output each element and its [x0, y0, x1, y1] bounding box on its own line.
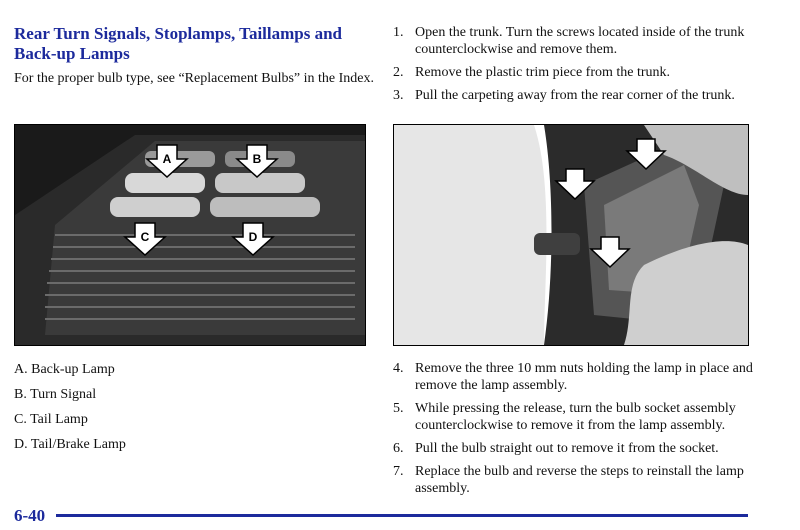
steps-list-top	[393, 24, 753, 110]
step-item: 6. Pull the bulb straight out to remove it from the socket.	[393, 441, 719, 456]
step-item: 7. Replace the bulb and reverse the steps to reinstall the lamp assembly.	[393, 464, 744, 496]
section-title: Rear Turn Signals, Stoplamps, Taillamps and Back-up Lamps	[14, 24, 343, 63]
footer-divider	[56, 514, 748, 517]
legend-item: A. Back-up Lamp	[14, 362, 115, 377]
step-item: 4. Remove the three 10 mm nuts holding the lamp in place and remove the lamp assembly.	[393, 361, 753, 393]
callout-d-label: D	[248, 230, 258, 244]
legend-item: B. Turn Signal	[14, 387, 97, 402]
lamp-assembly-photo	[394, 125, 748, 345]
taillamp-photo	[15, 125, 365, 345]
step-item: 1. Open the trunk. Turn the screws located inside of the trunk counterclockwise and remove them.	[393, 25, 745, 57]
lamp-assembly-figure	[393, 124, 749, 346]
step-item: 2. Remove the plastic trim piece from the trunk.	[393, 65, 671, 80]
legend-item: C. Tail Lamp	[14, 412, 88, 427]
section-intro: For the proper bulb type, see “Replacement Bulbs” in the Index.	[14, 71, 375, 86]
step-item: 3. Pull the carpeting away from the rear corner of the trunk.	[393, 88, 735, 103]
bulb-legend	[14, 361, 126, 461]
legend-item: D. Tail/Brake Lamp	[14, 437, 126, 452]
taillamp-figure	[14, 124, 366, 346]
page-number: 6-40	[14, 506, 46, 525]
callout-a-label: A	[162, 152, 172, 166]
steps-list-bottom	[393, 360, 753, 503]
step-item: 5. While pressing the release, turn the bulb socket assembly counterclockwise to remove it from the lamp assembly.	[393, 401, 736, 433]
callout-b-label: B	[252, 152, 262, 166]
callout-c-label: C	[140, 230, 150, 244]
